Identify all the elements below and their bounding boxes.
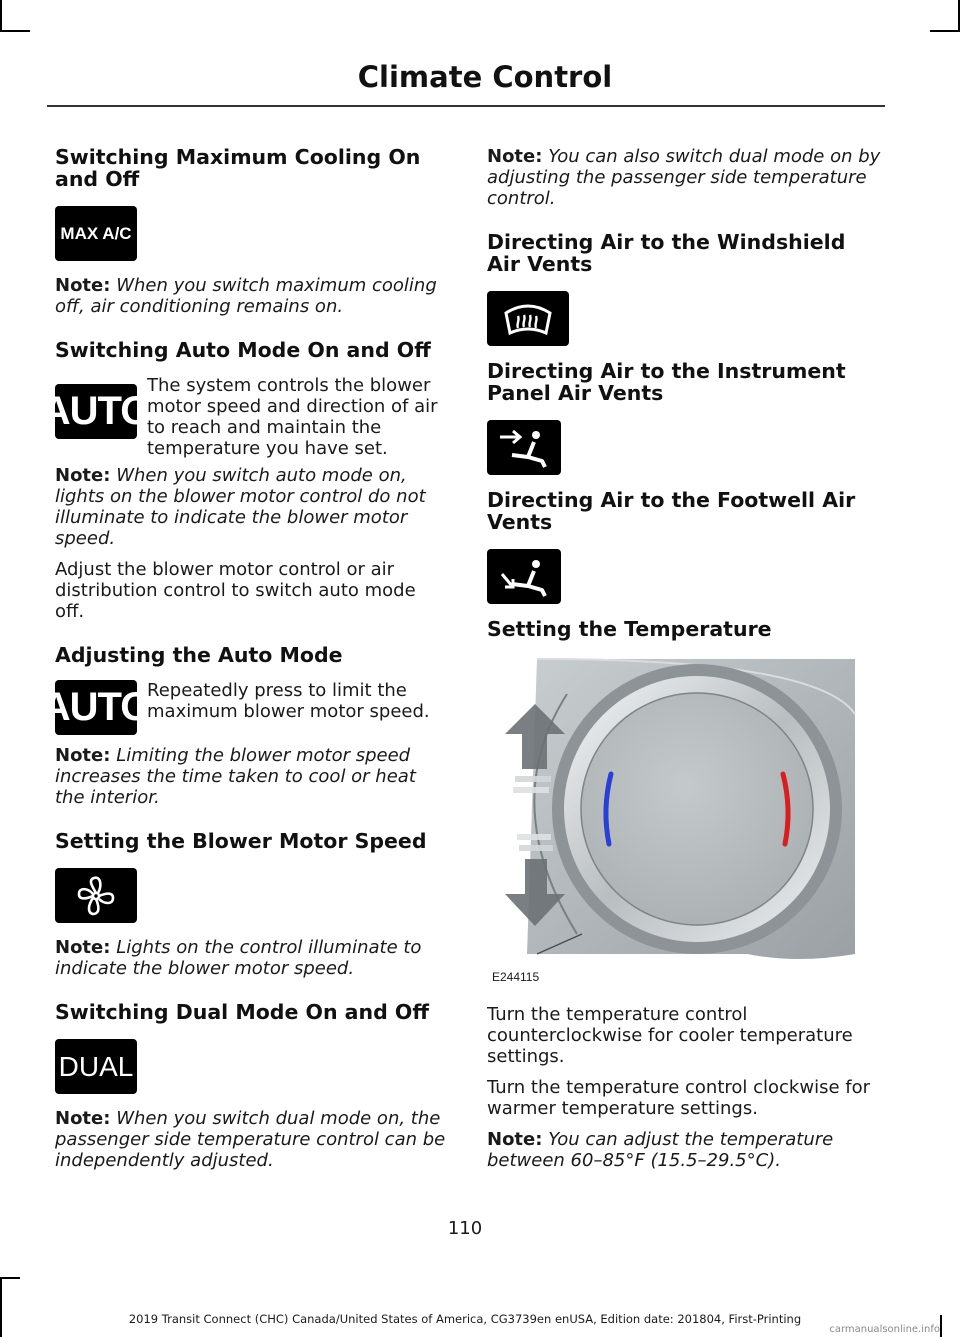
- fan-button-illustration: [55, 868, 447, 923]
- section-heading-auto-mode: Switching Auto Mode On and Off: [55, 338, 431, 362]
- crop-mark: [0, 1277, 20, 1279]
- section-heading-max-cooling: Switching Maximum Cooling On and Off: [55, 145, 421, 191]
- crop-mark: [0, 30, 30, 32]
- max-ac-label: MAX A/C: [60, 223, 132, 243]
- header-rule: [47, 105, 885, 107]
- crop-mark: [0, 0, 2, 30]
- note-auto-mode: [55, 465, 447, 549]
- temperature-cooler-text: Turn the temperature control counterclockwise for cooler temperature settings.: [487, 1004, 853, 1067]
- figure-id: E244115: [492, 970, 540, 984]
- section-heading-windshield: Directing Air to the Windshield Air Vents: [487, 230, 846, 276]
- windshield-defrost-icon: [487, 291, 569, 346]
- max-ac-button-illustration: [55, 206, 447, 261]
- auto-mode-text: The system controls the blower motor speed and direction of air to reach and maintain the temperature you have set.: [147, 375, 438, 459]
- section-heading-adjust-auto: Adjusting the Auto Mode: [55, 643, 343, 667]
- note-label: Note:: [487, 146, 543, 167]
- temperature-dial-illustration: [487, 654, 877, 986]
- watermark: carmanualsonline.info: [829, 1324, 940, 1335]
- section-heading-temperature: Setting the Temperature: [487, 617, 772, 641]
- note-label: Note:: [487, 1129, 543, 1150]
- panel-vent-icon: [487, 420, 561, 475]
- adjust-auto-text: Repeatedly press to limit the maximum blower motor speed.: [147, 680, 430, 722]
- fan-icon: [55, 868, 137, 923]
- page-number: 110: [447, 1218, 483, 1239]
- temperature-dial-figure: [487, 654, 877, 986]
- note-text: Lights on the control illuminate to indicate the blower motor speed.: [55, 937, 422, 979]
- crop-mark: [940, 1315, 942, 1337]
- adjust-auto-row: [41, 680, 447, 735]
- crop-mark: [930, 30, 960, 32]
- dual-label: DUAL: [58, 1050, 134, 1082]
- note-text: When you switch dual mode on, the passenger side temperature control can be independently adjusted.: [55, 1108, 446, 1171]
- note-dual: [55, 1108, 447, 1171]
- auto-icon: [41, 384, 151, 439]
- note-blower: [55, 937, 447, 979]
- note-adjust-auto: [55, 745, 447, 808]
- section-heading-panel: Directing Air to the Instrument Panel Air Vents: [487, 359, 846, 405]
- panel-button-illustration: [487, 420, 882, 475]
- max-ac-icon: [55, 206, 137, 261]
- auto-mode-off-text: Adjust the blower motor control or air distribution control to switch auto mode off.: [55, 559, 416, 622]
- right-column: [487, 146, 882, 1181]
- note-max-cooling: [55, 275, 447, 317]
- page-title: Climate Control: [357, 60, 613, 94]
- dual-button-illustration: [55, 1039, 447, 1094]
- note-text: You can also switch dual mode on by adjusting the passenger side temperature control.: [487, 146, 881, 209]
- footer-text: 2019 Transit Connect (CHC) Canada/United States of America, CG3739en enUSA, Edition date: 201804, First-Printing: [128, 1312, 802, 1326]
- note-text: When you switch maximum cooling off, air conditioning remains on.: [55, 275, 437, 317]
- note-temperature: [487, 1129, 882, 1171]
- auto-mode-row: [41, 375, 447, 459]
- note-label: Note:: [55, 1108, 111, 1129]
- windshield-button-illustration: [487, 291, 882, 346]
- left-column: [41, 145, 447, 1181]
- note-dual-passenger: [487, 146, 882, 209]
- note-label: Note:: [55, 937, 111, 958]
- auto-icon: [41, 680, 151, 735]
- footwell-button-illustration: [487, 549, 882, 604]
- footwell-vent-icon: [487, 549, 561, 604]
- section-heading-dual: Switching Dual Mode On and Off: [55, 1000, 429, 1024]
- section-heading-footwell: Directing Air to the Footwell Air Vents: [487, 488, 856, 534]
- crop-mark: [0, 1277, 2, 1337]
- note-label: Note:: [55, 465, 111, 486]
- note-text: Limiting the blower motor speed increases the time taken to cool or heat the interior.: [55, 745, 416, 808]
- section-heading-blower: Setting the Blower Motor Speed: [55, 829, 427, 853]
- note-text: When you switch auto mode on, lights on the blower motor control do not illuminate to indicate the blower motor speed.: [55, 465, 426, 549]
- note-label: Note:: [55, 275, 111, 296]
- note-text: You can adjust the temperature between 60–85°F (15.5–29.5°C).: [487, 1129, 834, 1171]
- auto-label: AUTO: [41, 685, 151, 729]
- note-label: Note:: [55, 745, 111, 766]
- dual-icon: [55, 1039, 137, 1094]
- temperature-warmer-text: Turn the temperature control clockwise for warmer temperature settings.: [487, 1077, 871, 1119]
- auto-label: AUTO: [41, 389, 151, 433]
